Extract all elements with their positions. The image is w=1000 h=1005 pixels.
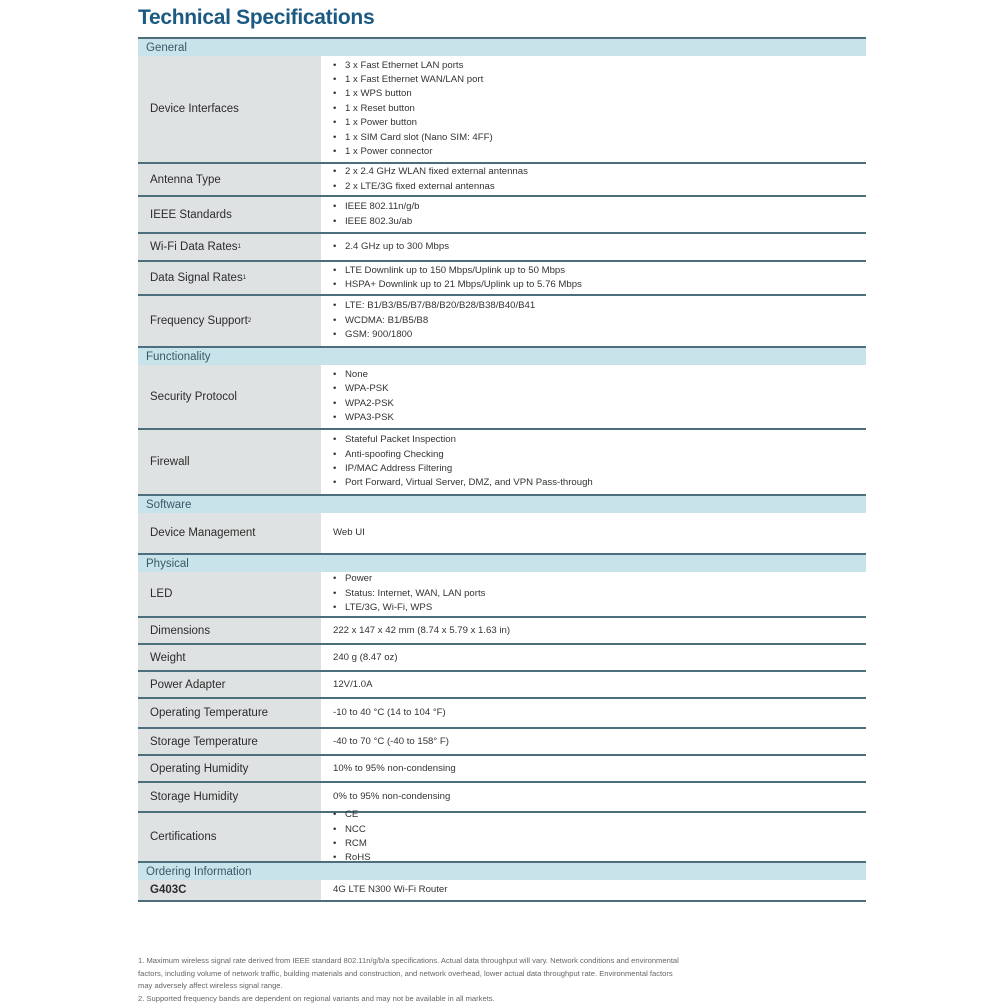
spec-row [138, 162, 866, 195]
spec-value-item: • Port Forward, Virtual Server, DMZ, and VPN Pass-through [333, 476, 866, 490]
spec-row [138, 232, 866, 260]
spec-row [138, 56, 866, 162]
spec-value [321, 572, 866, 616]
spec-label [138, 234, 321, 260]
spec-value-item: • WCDMA: B1/B5/B8 [333, 314, 866, 328]
section-header: Ordering Information [138, 861, 866, 880]
spec-value-item: • RCM [333, 837, 866, 851]
spec-row [138, 643, 866, 670]
spec-value-item: • 1 x Reset button [333, 102, 866, 116]
spec-value-text: 222 x 147 x 42 mm (8.74 x 5.79 x 1.63 in) [333, 624, 866, 638]
spec-value-list [333, 572, 866, 615]
spec-label-text: Wi-Fi Data Rates [150, 241, 238, 253]
spec-row [138, 572, 866, 616]
spec-value [321, 56, 866, 162]
section-header: Physical [138, 553, 866, 572]
section-header: Functionality [138, 346, 866, 365]
spec-row [138, 428, 866, 494]
spec-value-item: • GSM: 900/1800 [333, 328, 866, 342]
spec-value-item: • Stateful Packet Inspection [333, 433, 866, 447]
spec-value-list [333, 200, 866, 229]
spec-row [138, 195, 866, 232]
spec-value-text: Web UI [333, 526, 866, 540]
spec-label-text: Security Protocol [150, 391, 237, 403]
spec-value [321, 296, 866, 346]
spec-value-item: • RoHS [333, 851, 866, 865]
spec-value [321, 197, 866, 232]
spec-value [321, 618, 866, 643]
spec-value-item: • WPA-PSK [333, 382, 866, 396]
spec-label-text: Device Management [150, 527, 255, 539]
spec-row [138, 880, 866, 900]
spec-label-text: Frequency Support [150, 315, 248, 327]
spec-label [138, 672, 321, 697]
spec-value [321, 430, 866, 494]
spec-value-item: • IEEE 802.3u/ab [333, 215, 866, 229]
spec-value [321, 164, 866, 195]
spec-label [138, 197, 321, 232]
footnotes [138, 955, 828, 1005]
spec-label [138, 729, 321, 754]
spec-value-item: • 1 x WPS button [333, 87, 866, 101]
footnote-ref: 2 [248, 318, 251, 324]
footnote-line: factors, including volume of network traffic, building materials and construction, and network overhead, lower actual data throughput rate. Environmental factors [138, 968, 828, 981]
footnote-ref: 1 [243, 275, 246, 281]
spec-value [321, 813, 866, 861]
spec-value-text: -10 to 40 °C (14 to 104 °F) [333, 706, 866, 720]
spec-label-text: Certifications [150, 831, 216, 843]
spec-label [138, 756, 321, 781]
spec-row [138, 513, 866, 553]
spec-value-text: 240 g (8.47 oz) [333, 651, 866, 665]
spec-label [138, 262, 321, 294]
spec-value [321, 234, 866, 260]
spec-value-item: • 2.4 GHz up to 300 Mbps [333, 240, 866, 254]
spec-label-text: Operating Temperature [150, 707, 268, 719]
spec-value-list [333, 299, 866, 342]
page-title: Technical Specifications [138, 6, 374, 30]
spec-label-text: Antenna Type [150, 174, 221, 186]
section-header: Software [138, 494, 866, 513]
spec-label-text: Firewall [150, 456, 190, 468]
spec-value [321, 645, 866, 670]
spec-label-text: G403C [150, 884, 186, 896]
spec-value-item: • IEEE 802.11n/g/b [333, 200, 866, 214]
spec-label-text: Weight [150, 652, 186, 664]
spec-label [138, 699, 321, 727]
spec-value-text: 12V/1.0A [333, 678, 866, 692]
spec-label [138, 645, 321, 670]
spec-value [321, 365, 866, 428]
spec-value-item: • 1 x Power connector [333, 145, 866, 159]
spec-value-item: • LTE/3G, Wi-Fi, WPS [333, 601, 866, 615]
spec-label [138, 813, 321, 861]
footnote-ref: 1 [238, 244, 241, 250]
spec-value-text: 10% to 95% non-condensing [333, 762, 866, 776]
spec-value-text: 0% to 95% non-condensing [333, 790, 866, 804]
spec-row [138, 697, 866, 727]
footnote-line: may adversely affect wireless signal range. [138, 980, 828, 993]
spec-label [138, 618, 321, 643]
spec-label-text: Power Adapter [150, 679, 225, 691]
footnote-line: 2. Supported frequency bands are dependent on regional variants and may not be available in all markets. [138, 993, 828, 1005]
table-bottom-rule [138, 900, 866, 902]
spec-value-item: • 2 x 2.4 GHz WLAN fixed external antennas [333, 165, 866, 179]
spec-row [138, 727, 866, 754]
spec-label [138, 164, 321, 195]
spec-value [321, 729, 866, 754]
spec-value-item: • Power [333, 572, 866, 586]
footnote-line: 1. Maximum wireless signal rate derived from IEEE standard 802.11n/g/b/a specifications. Actual data throughput will vary. Network conditions and environmental [138, 955, 828, 968]
spec-label [138, 56, 321, 162]
spec-table [138, 37, 866, 902]
spec-value-item: • 2 x LTE/3G fixed external antennas [333, 180, 866, 194]
spec-label-text: Operating Humidity [150, 763, 248, 775]
spec-value-list [333, 808, 866, 866]
spec-label-text: Device Interfaces [150, 103, 239, 115]
spec-label [138, 365, 321, 428]
spec-row [138, 781, 866, 811]
spec-value-item: • LTE Downlink up to 150 Mbps/Uplink up to 50 Mbps [333, 264, 866, 278]
spec-label-text: LED [150, 588, 172, 600]
spec-row [138, 670, 866, 697]
spec-value-item: • 1 x SIM Card slot (Nano SIM: 4FF) [333, 131, 866, 145]
spec-value [321, 756, 866, 781]
spec-value-item: • 1 x Power button [333, 116, 866, 130]
spec-value [321, 699, 866, 727]
spec-value-item: • CE [333, 808, 866, 822]
spec-value-list [333, 59, 866, 160]
spec-value-list [333, 165, 866, 194]
spec-value-list [333, 240, 866, 254]
spec-row [138, 365, 866, 428]
spec-value [321, 513, 866, 553]
spec-value-item: • LTE: B1/B3/B5/B7/B8/B20/B28/B38/B40/B41 [333, 299, 866, 313]
spec-label-text: Dimensions [150, 625, 210, 637]
spec-value-item: • NCC [333, 823, 866, 837]
spec-value [321, 880, 866, 900]
spec-value-list [333, 264, 866, 293]
spec-row [138, 294, 866, 346]
spec-value [321, 262, 866, 294]
spec-value-item: • WPA2-PSK [333, 397, 866, 411]
spec-value-item: • IP/MAC Address Filtering [333, 462, 866, 476]
spec-value-text: -40 to 70 °C (-40 to 158° F) [333, 735, 866, 749]
section-header: General [138, 37, 866, 56]
spec-label-text: Storage Temperature [150, 736, 258, 748]
spec-value-item: • WPA3-PSK [333, 411, 866, 425]
spec-label [138, 783, 321, 811]
spec-label-text: Data Signal Rates [150, 272, 243, 284]
spec-value [321, 783, 866, 811]
spec-label [138, 296, 321, 346]
spec-label-text: Storage Humidity [150, 791, 238, 803]
spec-value [321, 672, 866, 697]
spec-row [138, 811, 866, 861]
spec-label [138, 513, 321, 553]
spec-value-item: • HSPA+ Downlink up to 21 Mbps/Uplink up to 5.76 Mbps [333, 278, 866, 292]
spec-row [138, 260, 866, 294]
spec-value-list [333, 368, 866, 426]
spec-value-item: • 1 x Fast Ethernet WAN/LAN port [333, 73, 866, 87]
spec-label [138, 572, 321, 616]
spec-value-item: • 3 x Fast Ethernet LAN ports [333, 59, 866, 73]
spec-value-item: • Status: Internet, WAN, LAN ports [333, 587, 866, 601]
spec-label [138, 430, 321, 494]
spec-value-item: • None [333, 368, 866, 382]
spec-value-text: 4G LTE N300 Wi-Fi Router [333, 883, 866, 897]
spec-row [138, 754, 866, 781]
spec-row [138, 616, 866, 643]
spec-label-text: IEEE Standards [150, 209, 232, 221]
spec-label [138, 880, 321, 900]
spec-value-item: • Anti-spoofing Checking [333, 448, 866, 462]
spec-value-list [333, 433, 866, 491]
